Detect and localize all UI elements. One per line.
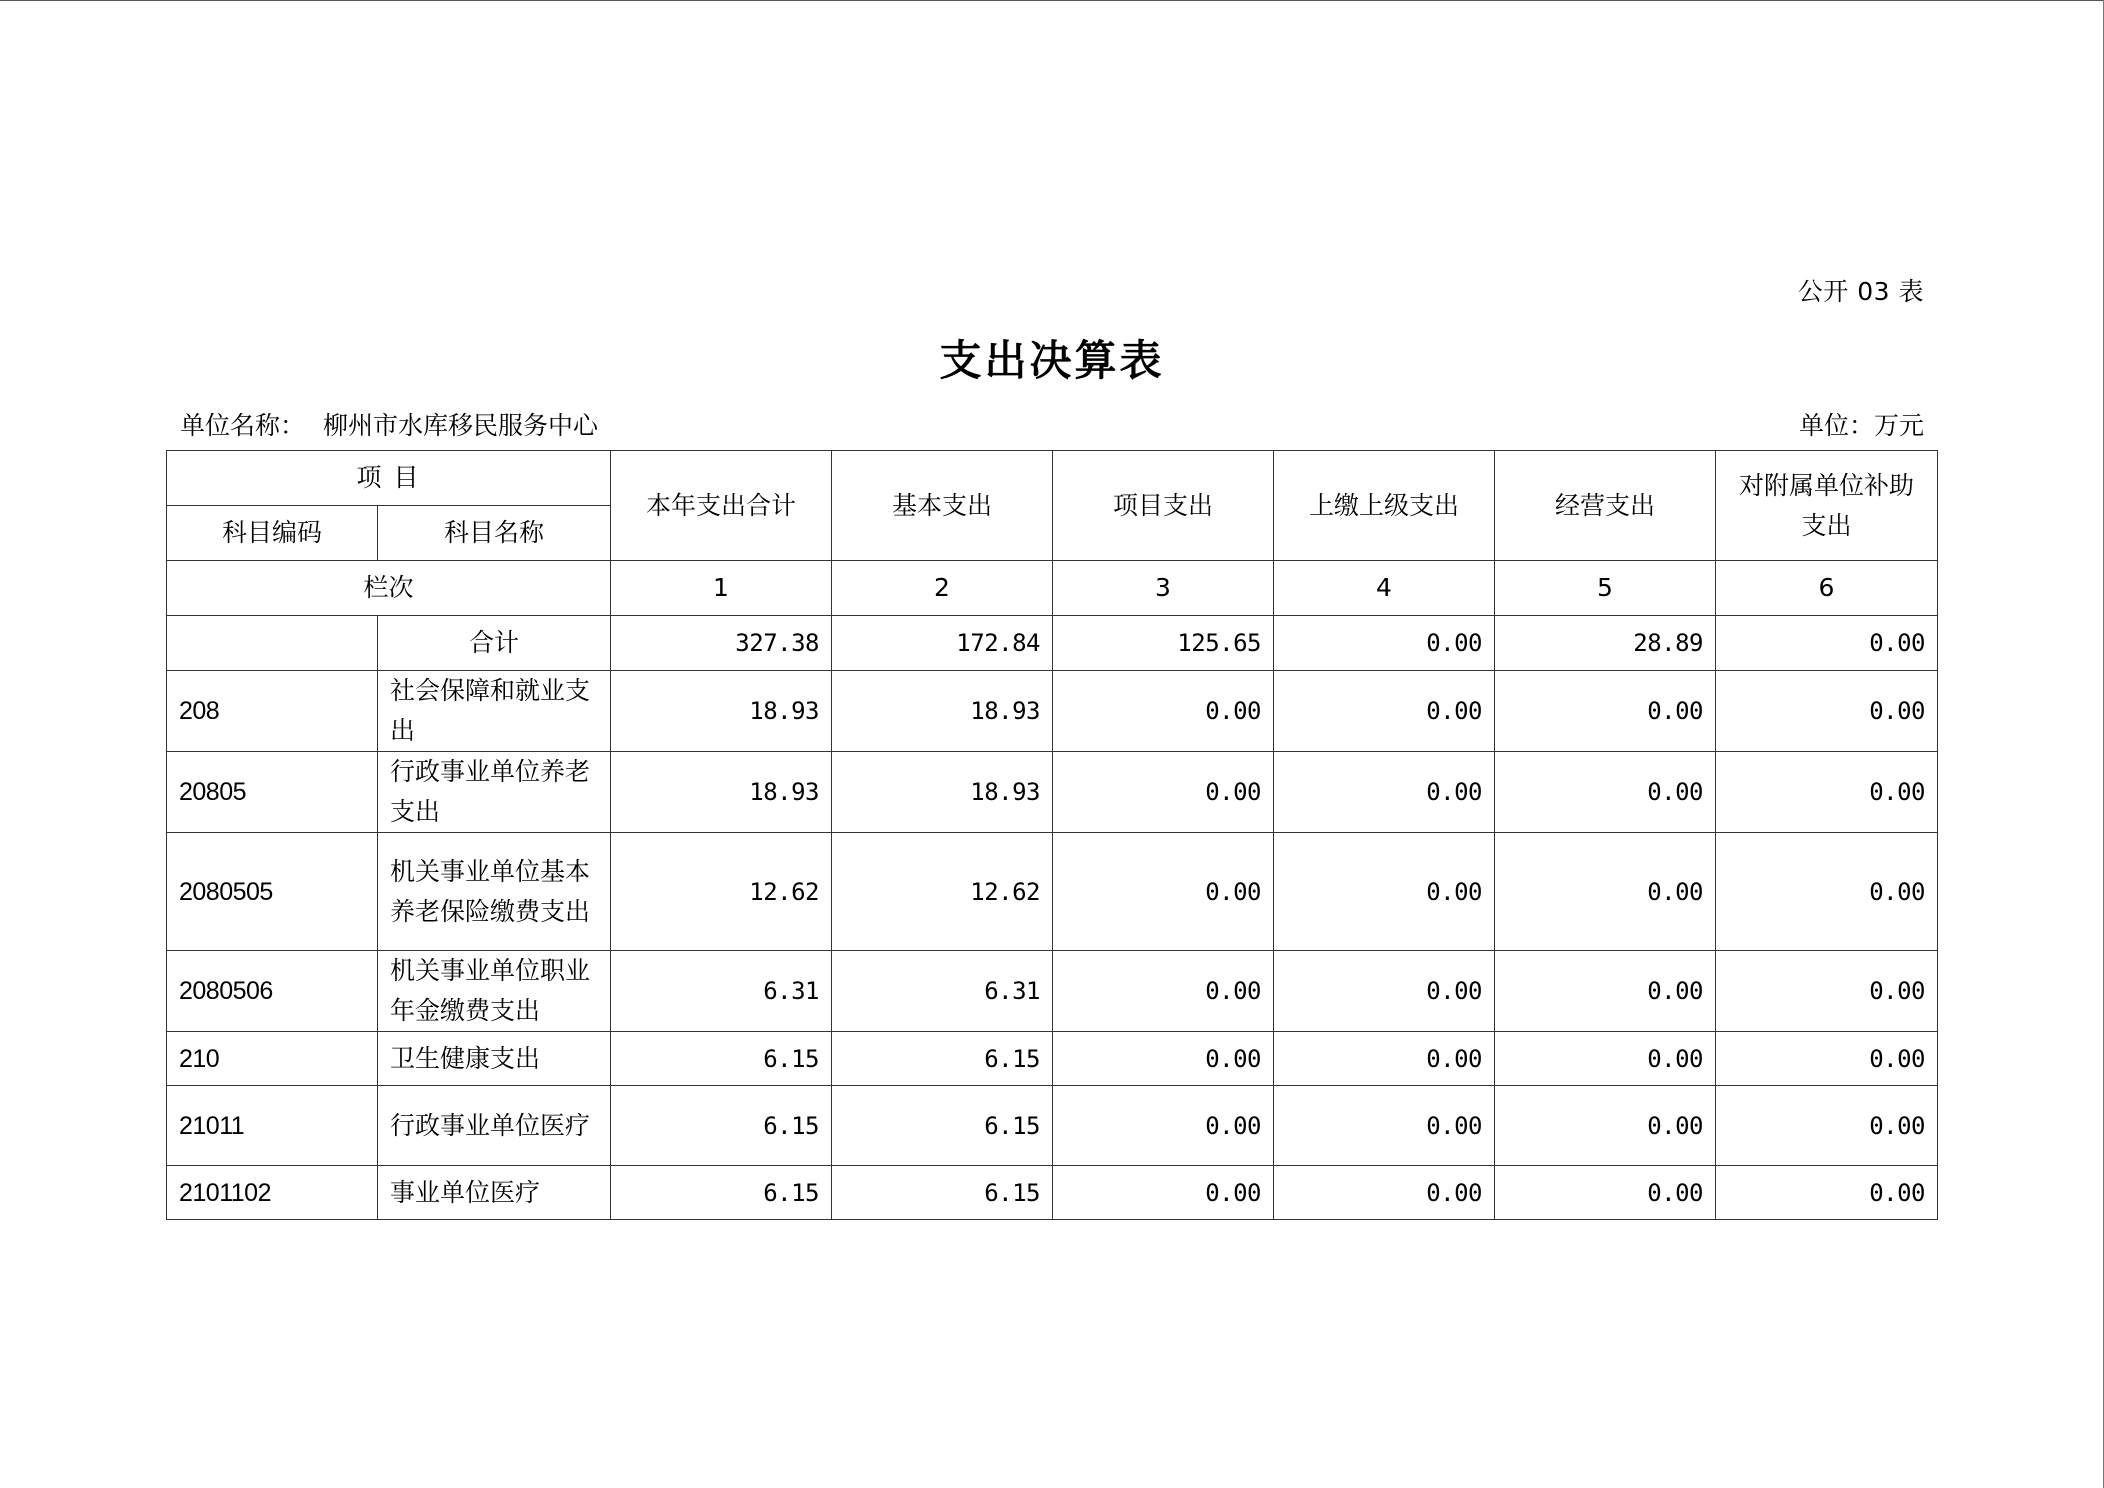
row-value-3: 0.00 (1053, 951, 1274, 1032)
row-name: 卫生健康支出 (378, 1032, 611, 1086)
row-value-4: 0.00 (1274, 951, 1495, 1032)
row-name: 行政事业单位医疗 (378, 1086, 611, 1166)
header-operating-expenditure: 经营支出 (1495, 451, 1716, 561)
unit-name-value: 柳州市水库移民服务中心 (323, 411, 599, 440)
currency-unit-label: 单位：万元 (1798, 411, 1924, 440)
total-value-3: 125.65 (1053, 616, 1274, 671)
header-index-row (167, 561, 1938, 616)
row-value-4: 0.00 (1274, 1032, 1495, 1086)
table-body (167, 616, 1938, 1220)
total-row (167, 616, 1938, 671)
row-value-2: 6.31 (832, 951, 1053, 1032)
page-title: 支出决算表 (939, 336, 1165, 385)
row-value-5: 0.00 (1495, 1166, 1716, 1220)
expenditure-table (166, 450, 1938, 1220)
row-value-3: 0.00 (1053, 1166, 1274, 1220)
row-name: 事业单位医疗 (378, 1166, 611, 1220)
row-value-1: 12.62 (611, 833, 832, 951)
row-value-2: 18.93 (832, 752, 1053, 833)
row-value-3: 0.00 (1053, 752, 1274, 833)
row-value-6: 0.00 (1716, 833, 1938, 951)
row-value-5: 0.00 (1495, 951, 1716, 1032)
row-name: 机关事业单位基本养老保险缴费支出 (378, 833, 611, 951)
row-value-5: 0.00 (1495, 671, 1716, 752)
row-value-1: 6.15 (611, 1086, 832, 1166)
row-value-4: 0.00 (1274, 1166, 1495, 1220)
table-row (167, 1086, 1938, 1166)
row-value-6: 0.00 (1716, 1032, 1938, 1086)
row-code: 210 (167, 1032, 378, 1086)
row-value-6: 0.00 (1716, 1086, 1938, 1166)
row-value-3: 0.00 (1053, 833, 1274, 951)
index-3: 3 (1053, 561, 1274, 616)
page-top-border (0, 0, 2104, 1)
total-code (167, 616, 378, 671)
row-name: 社会保障和就业支出 (378, 671, 611, 752)
header-upper-level-expenditure: 上缴上级支出 (1274, 451, 1495, 561)
row-name: 行政事业单位养老支出 (378, 752, 611, 833)
total-value-5: 28.89 (1495, 616, 1716, 671)
header-row-1 (167, 451, 1938, 506)
table-row (167, 833, 1938, 951)
row-value-2: 6.15 (832, 1166, 1053, 1220)
row-name: 机关事业单位职业年金缴费支出 (378, 951, 611, 1032)
row-code: 208 (167, 671, 378, 752)
row-value-2: 6.15 (832, 1086, 1053, 1166)
unit-name-label: 单位名称： (180, 411, 306, 440)
total-label: 合计 (378, 616, 611, 671)
row-value-5: 0.00 (1495, 833, 1716, 951)
row-value-6: 0.00 (1716, 671, 1938, 752)
row-value-6: 0.00 (1716, 1166, 1938, 1220)
row-value-2: 18.93 (832, 671, 1053, 752)
table-row (167, 671, 1938, 752)
row-value-3: 0.00 (1053, 1086, 1274, 1166)
row-value-6: 0.00 (1716, 752, 1938, 833)
row-value-4: 0.00 (1274, 752, 1495, 833)
row-value-4: 0.00 (1274, 833, 1495, 951)
row-value-3: 0.00 (1053, 671, 1274, 752)
header-subject-name: 科目名称 (378, 506, 611, 561)
table-row (167, 752, 1938, 833)
index-5: 5 (1495, 561, 1716, 616)
row-value-5: 0.00 (1495, 1032, 1716, 1086)
unit-name (180, 406, 598, 442)
row-value-1: 18.93 (611, 671, 832, 752)
header-project (167, 451, 611, 506)
table-header (167, 451, 1938, 616)
row-value-5: 0.00 (1495, 752, 1716, 833)
row-value-4: 0.00 (1274, 671, 1495, 752)
row-code: 21011 (167, 1086, 378, 1166)
total-value-2: 172.84 (832, 616, 1053, 671)
header-subject-code: 科目编码 (167, 506, 378, 561)
index-4: 4 (1274, 561, 1495, 616)
index-1: 1 (611, 561, 832, 616)
table-row (167, 951, 1938, 1032)
row-value-5: 0.00 (1495, 1086, 1716, 1166)
total-value-1: 327.38 (611, 616, 832, 671)
row-value-1: 18.93 (611, 752, 832, 833)
table-row (167, 1166, 1938, 1220)
row-value-1: 6.15 (611, 1166, 832, 1220)
row-value-4: 0.00 (1274, 1086, 1495, 1166)
row-value-3: 0.00 (1053, 1032, 1274, 1086)
header-project-text: 项 目 (356, 463, 421, 492)
header-subsidiary-subsidy: 对附属单位补助支出 (1716, 451, 1938, 561)
row-code: 2080505 (167, 833, 378, 951)
row-value-6: 0.00 (1716, 951, 1938, 1032)
row-value-1: 6.15 (611, 1032, 832, 1086)
row-value-2: 12.62 (832, 833, 1053, 951)
form-code: 公开 03 表 (1797, 277, 1924, 306)
row-code: 20805 (167, 752, 378, 833)
index-2: 2 (832, 561, 1053, 616)
row-value-1: 6.31 (611, 951, 832, 1032)
table-row (167, 1032, 1938, 1086)
row-code: 2080506 (167, 951, 378, 1032)
total-value-4: 0.00 (1274, 616, 1495, 671)
header-basic-expenditure: 基本支出 (832, 451, 1053, 561)
header-total-expenditure: 本年支出合计 (611, 451, 832, 561)
row-code: 2101102 (167, 1166, 378, 1220)
header-project-expenditure: 项目支出 (1053, 451, 1274, 561)
total-value-6: 0.00 (1716, 616, 1938, 671)
row-value-2: 6.15 (832, 1032, 1053, 1086)
index-6: 6 (1716, 561, 1938, 616)
row-index-label: 栏次 (167, 561, 611, 616)
